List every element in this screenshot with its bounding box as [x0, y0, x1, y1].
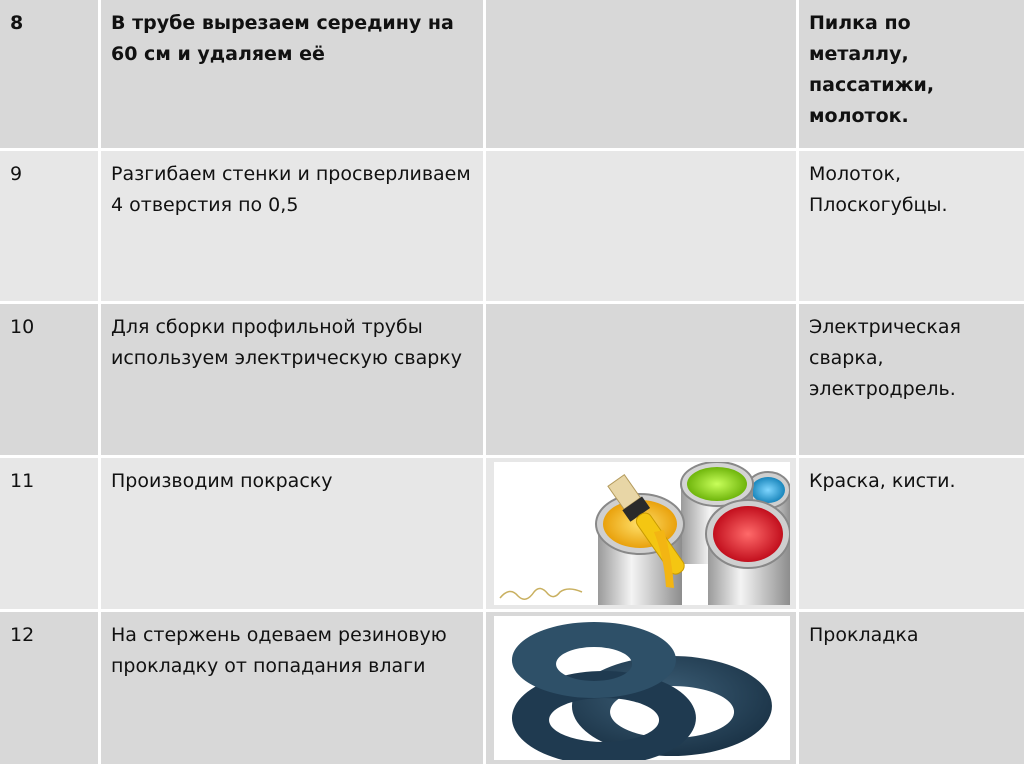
step-image — [486, 612, 799, 767]
step-tools: Электрическая сварка, электродрель. — [799, 304, 1024, 458]
gaskets-image — [494, 616, 790, 760]
paint-cans-icon — [494, 462, 790, 605]
step-action: Производим покраску — [101, 458, 486, 612]
step-image-empty — [486, 304, 799, 458]
step-action: Разгибаем стенки и просверливаем 4 отверстия по 0,5 — [101, 151, 486, 304]
step-number: 12 — [0, 612, 101, 767]
step-image-empty — [486, 0, 799, 151]
step-image-empty — [486, 151, 799, 304]
rubber-gasket-icon — [494, 616, 790, 760]
step-tools: Молоток, Плоскогубцы. — [799, 151, 1024, 304]
step-image — [486, 458, 799, 612]
step-action: Для сборки профильной трубы используем электрическую сварку — [101, 304, 486, 458]
step-action: На стержень одеваем резиновую прокладку от попадания влаги — [101, 612, 486, 767]
step-number: 10 — [0, 304, 101, 458]
step-tools: Пилка по металлу, пассатижи, молоток. — [799, 0, 1024, 151]
step-tools: Краска, кисти. — [799, 458, 1024, 612]
step-number: 9 — [0, 151, 101, 304]
paint-cans-image — [494, 462, 790, 605]
step-number: 11 — [0, 458, 101, 612]
step-number: 8 — [0, 0, 101, 151]
step-tools: Прокладка — [799, 612, 1024, 767]
step-action: В трубе вырезаем середину на 60 см и удаляем её — [101, 0, 486, 151]
